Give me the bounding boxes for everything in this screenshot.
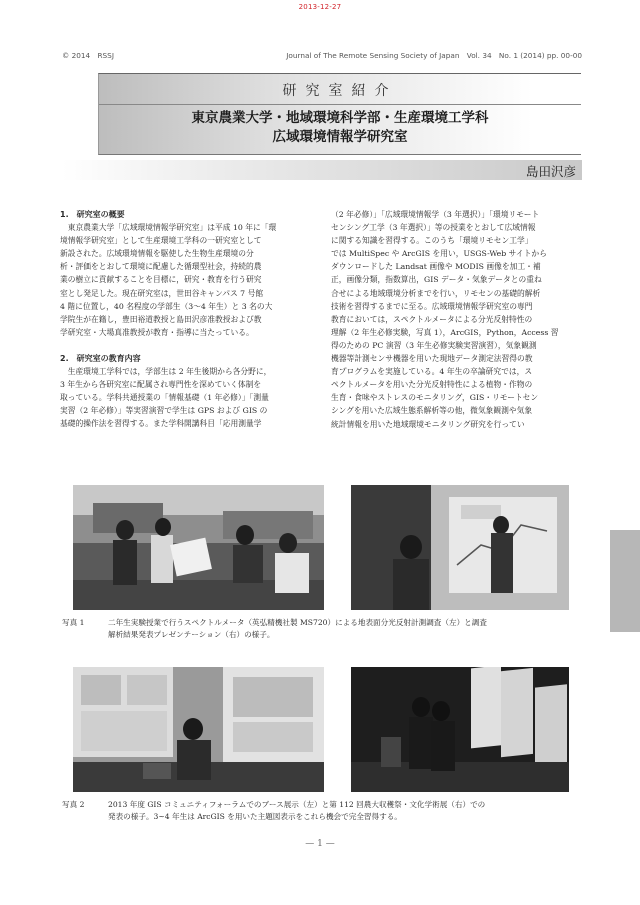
- text-line: 4 階に位置し，40 名程度の学部生（3～4 年生）と 3 名の大: [60, 301, 273, 311]
- text-line: では MultiSpec や ArcGIS を用い，USGS-Web サイトから: [331, 249, 547, 259]
- text-line: 東京農業大学「広域環境情報学研究室」は平成 10 年に「環: [67, 223, 277, 233]
- caption-photo2: [62, 799, 582, 823]
- text-line: 教育においては，スペクトルメータによる分光反射特性の: [331, 314, 533, 324]
- section2-heading: 2. 研究室の教育内容: [60, 353, 141, 363]
- text-line: 実習（2 年必修）」等実習演習で学生は GPS および GIS の: [60, 406, 268, 416]
- text-line: 析・評価をとおして環境に配慮した循環型社会，持続的農: [60, 262, 262, 272]
- text-line: 基礎的操作法を習得する。また学科開講科目「応用測量学: [60, 419, 262, 429]
- caption-text: 発表の様子。3~4 年生は ArcGIS を用いた主題図表示をこれら機会で完全習得する。: [108, 812, 402, 821]
- journal-citation: Journal of The Remote Sensing Society of Japan Vol. 34 No. 1 (2014) pp. 00-00: [286, 51, 582, 60]
- section2-paragraph: [60, 365, 312, 430]
- text-line: 生産環境工学科では，学部生は 2 年生後期から各分野に，: [67, 367, 272, 377]
- date-stamp: 2013-12-27: [298, 3, 342, 11]
- caption-photo1: [62, 617, 582, 641]
- text-line: （2 年必修）」「広域環境情報学（3 年選択）」「環境リモート: [331, 210, 540, 219]
- article-title-line1: 東京農業大学・地域環境科学部・生産環境工学科: [191, 110, 489, 126]
- text-line: 取っている。学科共通授業の「情報基礎（1 年必修）」「測量: [60, 393, 269, 403]
- text-line: 室とし発足した。現在研究室は，世田谷キャンパス 7 号館: [60, 288, 264, 298]
- caption-label: 写真 2: [62, 800, 85, 809]
- article-title-line2: 広域環境情報学研究室: [272, 129, 408, 145]
- title-divider: [99, 104, 581, 105]
- caption-label: 写真 1: [62, 618, 85, 627]
- text-line: ダウンロードした Landsat 画像や MODIS 画像を加工・補: [331, 262, 541, 272]
- text-line: 学研究室・大場真准教授が教育・指導に当たっている。: [60, 327, 254, 337]
- text-line: 新設された。広域環境情報を駆使した生物生産環境の分: [60, 249, 254, 259]
- running-head: [62, 51, 582, 61]
- text-line: センシング工学（3 年選択）」等の授業をとおして広域情報: [331, 223, 536, 233]
- text-line: 業の樹立に貢献することを目標に，研究・教育を行う研究: [60, 275, 262, 285]
- photo-booth-exhibit: [73, 667, 324, 792]
- text-line: 統計情報を用いた地域環境モニタリング研究を行ってい: [331, 419, 525, 429]
- section1-paragraph: [60, 221, 312, 339]
- section1-heading: 1. 研究室の概要: [60, 210, 125, 219]
- text-line: に関する知識を習得する。このうち「環境リモセン工学」: [331, 236, 533, 246]
- article-title: [99, 109, 581, 147]
- text-line: シングを用いた広域生態系解析等の他，微気象観測や気象: [331, 406, 533, 416]
- photo-presentation: [351, 485, 569, 610]
- text-line: 育プログラムを実施している。4 年生の卒論研究では，ス: [331, 367, 533, 377]
- text-line: ペクトルメータを用いた分光反射特性による植物・作物の: [331, 380, 533, 390]
- right-column: [331, 208, 583, 431]
- text-line: 3 年生から各研究室に配属され専門性を深めていく体制を: [60, 380, 262, 390]
- text-line: 生育・食味やストレスのモニタリング，GIS・リモートセン: [331, 393, 539, 403]
- photo-field-survey: [73, 485, 324, 610]
- left-column: [60, 208, 312, 431]
- text-line: 技術を習得するまでに至る。広域環境情報学研究室の専門: [331, 301, 533, 311]
- title-block: [98, 73, 581, 155]
- author-name: 島田沢彦: [525, 164, 576, 179]
- caption-text: 二年生実験授業で行うスペクトルメータ（英弘精機社製 MS720）による地表面分光反射計測調査（左）と調査: [108, 618, 487, 627]
- copyright: © 2014 RSSJ: [62, 51, 114, 60]
- text-line: 境情報学研究室」として生産環境工学科の一研究室として: [60, 236, 262, 246]
- author-band: [62, 160, 582, 180]
- page-number: — 1 —: [305, 839, 335, 849]
- side-tab: [610, 530, 640, 632]
- caption-text: 2013 年度 GIS コミュニティフォーラムでのブース展示（左）と第 112 回農大収穫祭・文化学術展（右）での: [108, 800, 486, 809]
- text-line: 学院生が在籍し，豊田裕道教授と島田沢彦准教授および教: [60, 314, 262, 324]
- text-line: 得のための PC 演習（3 年生必修実験実習演習），気象観測: [331, 340, 537, 350]
- text-line: 合せによる地域環境分析までを行い，リモセンの基礎的解析: [331, 288, 541, 298]
- caption-text: 解析結果発表プレゼンテーション（右）の様子。: [108, 630, 275, 639]
- text-line: 正，画像分類，指数算出，GIS データ・気象データとの重ね: [331, 275, 542, 285]
- photo-festival-exhibit: [351, 667, 569, 792]
- text-line: 機器等計測センサ機器を用いた現地データ測定法習得の教: [331, 354, 533, 364]
- text-line: 理解（2 年生必修実験，写真 1），ArcGIS，Python，Access 習: [331, 327, 559, 337]
- section-label: 研究室紹介: [282, 83, 398, 99]
